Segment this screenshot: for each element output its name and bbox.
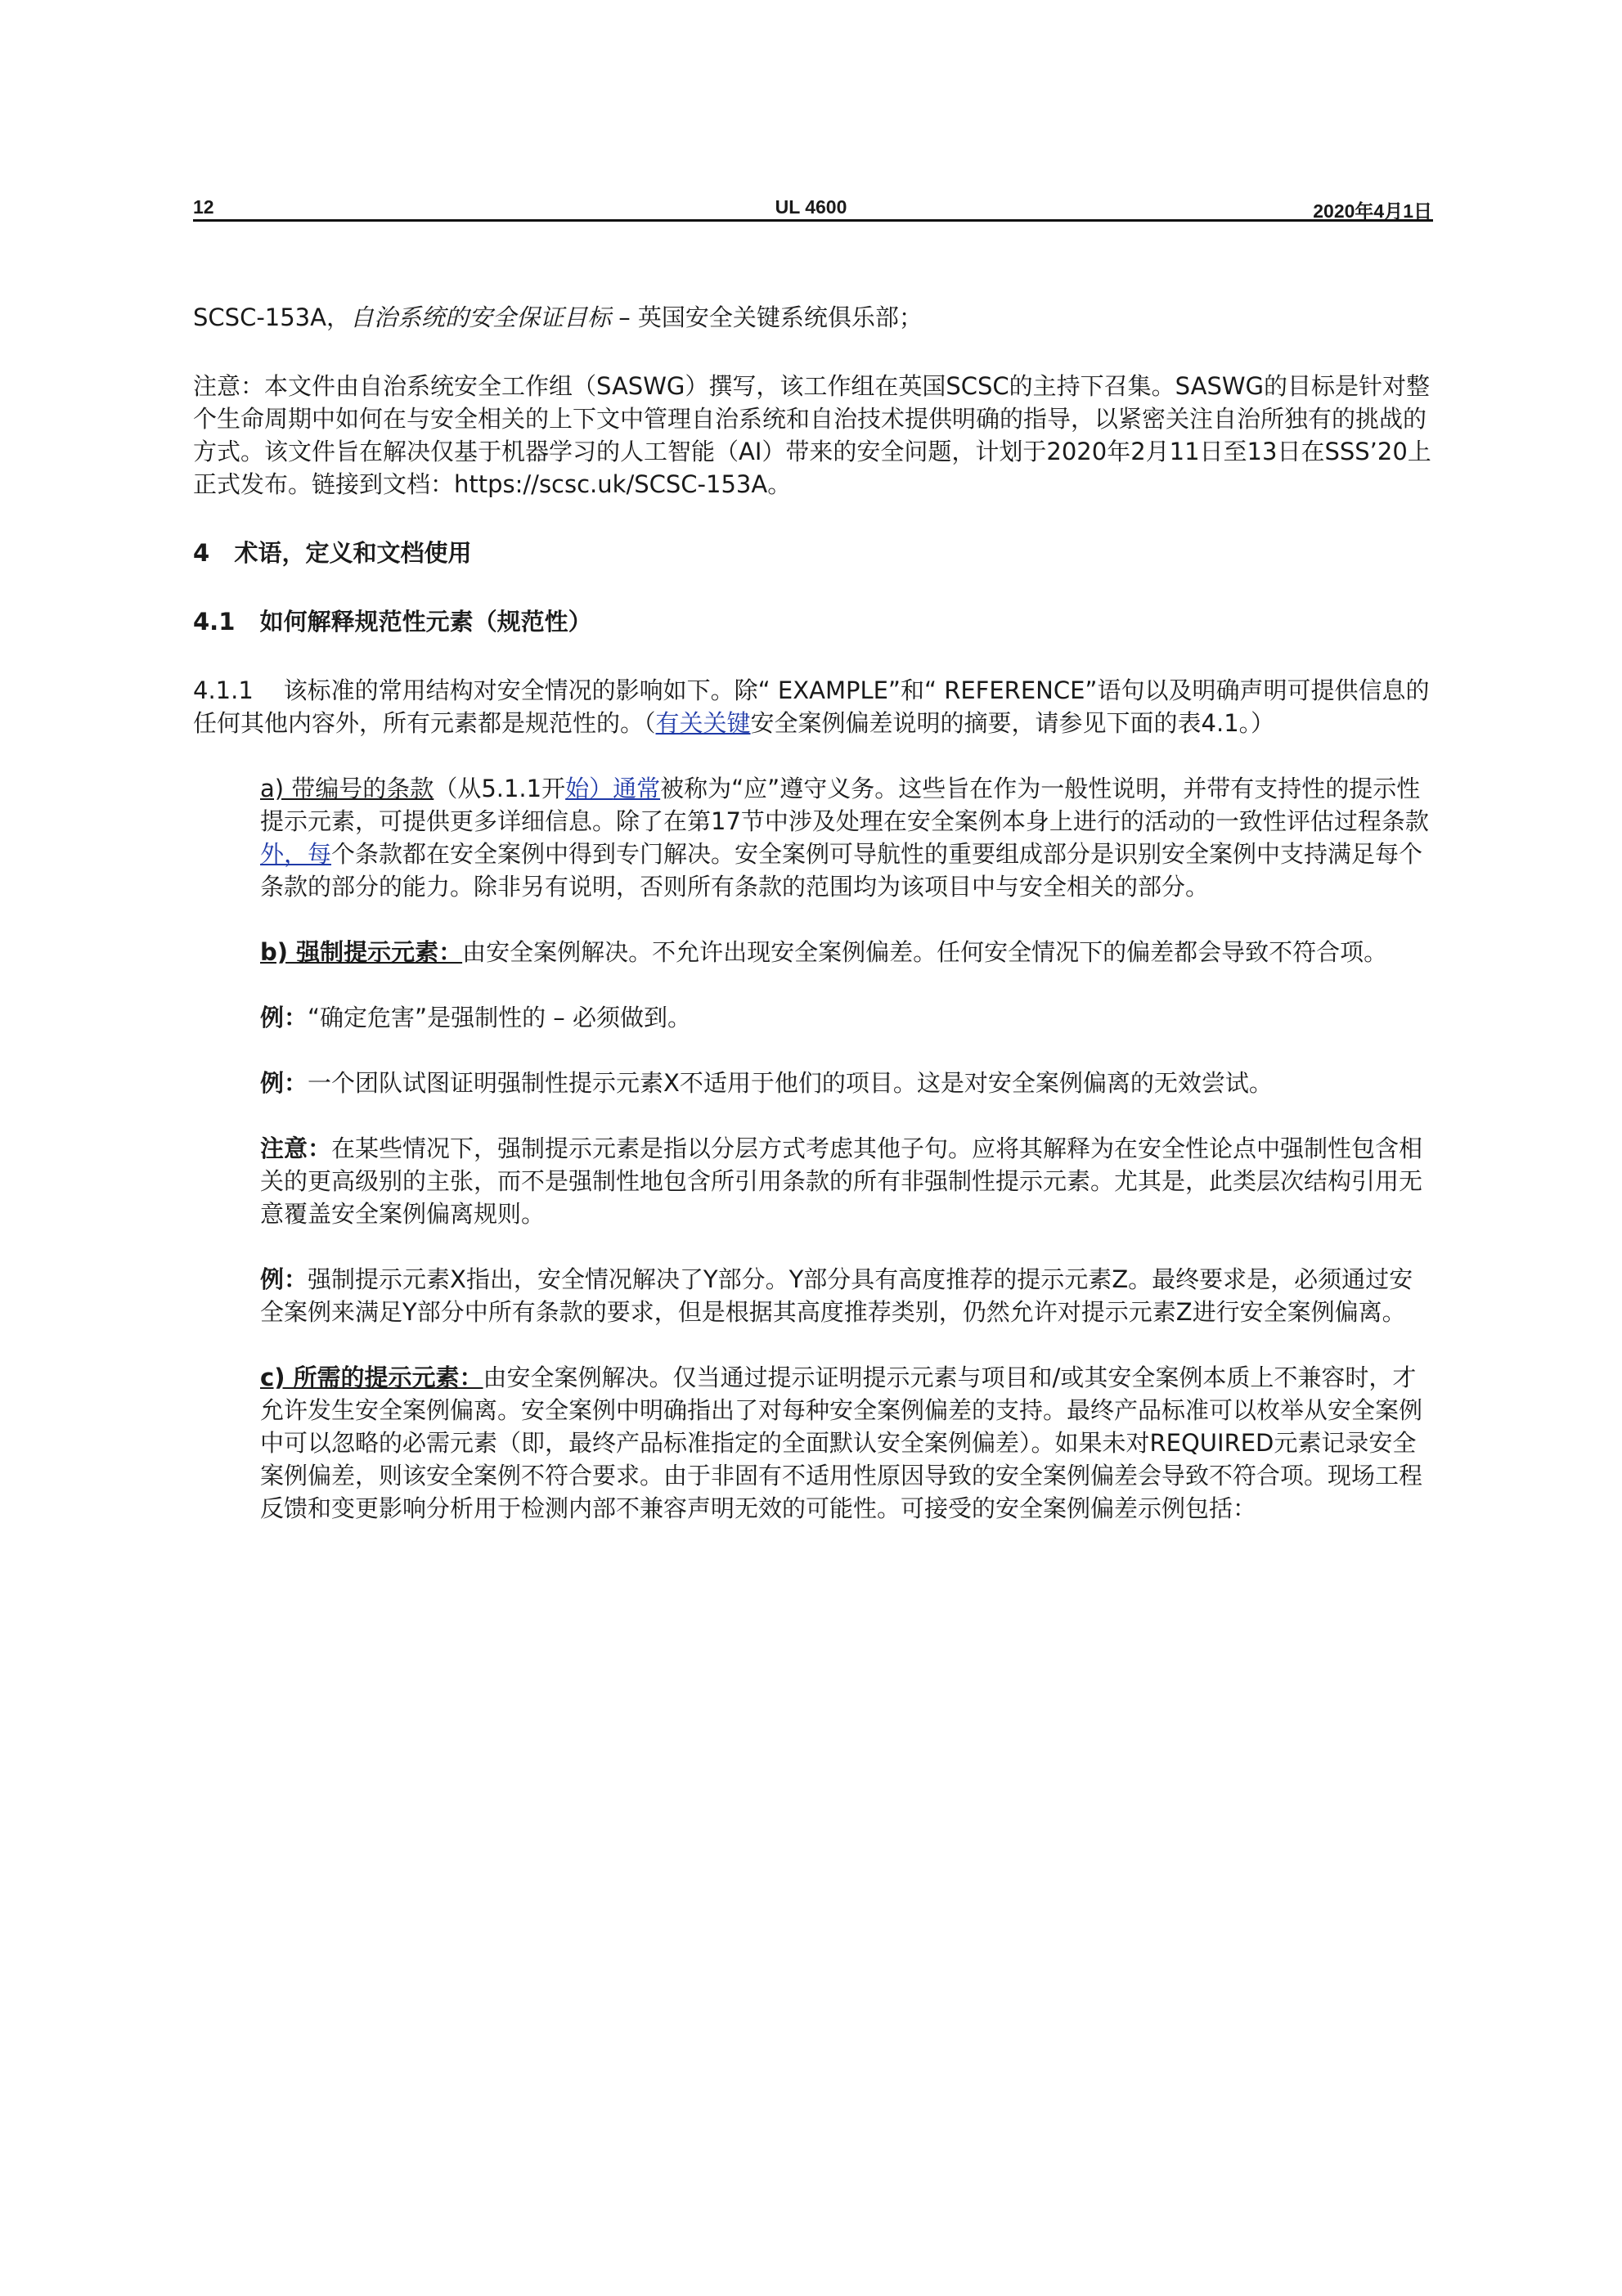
item-label: b) 强制提示元素：	[260, 938, 463, 966]
item-a	[260, 772, 1433, 903]
example-label: 例：	[260, 1069, 308, 1097]
item-c	[260, 1361, 1433, 1525]
clause-text-continued: 安全案例偏差说明的摘要，请参见下面的表4.1。）	[750, 709, 1275, 737]
section-title: 术语，定义和文档使用	[234, 539, 472, 567]
example-1	[260, 1001, 1433, 1034]
page-number: 12	[193, 196, 214, 218]
link[interactable]: 外，每	[260, 840, 332, 868]
item-b	[260, 936, 1433, 968]
example-3	[260, 1263, 1433, 1328]
link[interactable]: 始）	[565, 775, 613, 802]
table-link[interactable]: 有关关键	[655, 709, 751, 737]
item-text: 由安全案例解决。仅当通过提示证明提示元素与项目和/或其安全案例本质上不兼容时，才允许发生安全案例偏离。安全案例中明确指出了对每种安全案例偏差的支持。最终产品标准可以枚举从安全案例中可以忽略的必需元素（即，最终产品标准指定的全面默认安全案例偏差）。如果未对REQUIRED元素记录安全案例偏差，则该安全案例不符合要求。由于非固有不适用性原因导致的安全案例偏差会导致不符合项。现场工程反馈和变更影响分析用于检测内部不兼容声明无效的可能性。可接受的安全案例偏差示例包括：	[260, 1364, 1423, 1522]
reference-title: 自治系统的安全保证目标	[349, 303, 611, 331]
item-text: 个条款都在安全案例中得到专门解决。安全案例可导航性的重要组成部分是识别安全案例中支持满足每个条款的部分的能力。除非另有说明，否则所有条款的范围均为该项目中与安全相关的部分。	[260, 840, 1423, 901]
item-label: a) 带编号的条款	[260, 775, 434, 802]
document-date: 2020年4月1日	[1313, 200, 1432, 222]
note-paragraph: 注意：本文件由自治系统安全工作组（SASWG）撰写，该工作组在英国SCSC的主持下召集。SASWG的目标是针对整个生命周期中如何在与安全相关的上下文中管理自治系统和自治技术提供明确的指导，以紧密关注自治所独有的挑战的方式。该文件旨在解决仅基于机器学习的人工智能（AI）带来的安全问题，计划于2020年2月11日至13日在SSS’20上正式发布。链接到文档：https://scsc.uk/SCSC-153A。	[193, 372, 1431, 498]
link[interactable]: 通常	[613, 775, 661, 802]
example-label: 例：	[260, 1004, 308, 1031]
reference-code: SCSC-153A，	[193, 303, 350, 331]
section-title: 如何解释规范性元素（规范性）	[259, 608, 592, 636]
clause-4-1-1	[193, 674, 1433, 739]
document-body	[193, 301, 1433, 1525]
header-rule	[193, 219, 1433, 222]
item-text: 被称为“应”遵守义务。这些旨在作为一般性说明，并带有支持性的提示性提示元素，可提供更多详细信息。除了在第17节中涉及处理在安全案例本身上进行的活动的一致性评估过程条款	[260, 775, 1429, 835]
item-text: 由安全案例解决。不允许出现安全案例偏差。任何安全情况下的偏差都会导致不符合项。	[462, 938, 1388, 966]
note-label: 注意：	[260, 1135, 332, 1162]
note-2	[260, 1132, 1433, 1230]
clause-text: 该标准的常用结构对安全情况的影响如下。除“ EXAMPLE”和“ REFERENCE”语句以及明确声明可提供信息的任何其他内容外，所有元素都是规范性的。（	[193, 676, 1430, 737]
clause-number: 4.1.1	[193, 676, 254, 704]
reference-source: – 英国安全关键系统俱乐部；	[611, 303, 923, 331]
standard-name: UL 4600	[775, 196, 847, 218]
item-text: （从5.1.1开	[434, 775, 566, 802]
example-label: 例：	[260, 1265, 308, 1293]
section-number: 4.1	[193, 608, 236, 636]
reference-line	[193, 301, 1433, 334]
item-label: c) 所需的提示元素：	[260, 1364, 483, 1391]
example-text: 强制提示元素X指出，安全情况解决了Y部分。Y部分具有高度推荐的提示元素Z。最终要求是，必须通过安全案例来满足Y部分中所有条款的要求，但是根据其高度推荐类别，仍然允许对提示元素Z进行安全案例偏离。	[260, 1265, 1413, 1326]
example-2	[260, 1067, 1433, 1099]
section-number: 4	[193, 539, 210, 567]
example-text: 一个团队试图证明强制性提示元素X不适用于他们的项目。这是对安全案例偏离的无效尝试。	[308, 1069, 1273, 1097]
section-4-heading	[193, 537, 1433, 569]
example-text: “确定危害”是强制性的 – 必须做到。	[308, 1004, 692, 1031]
note-text: 在某些情况下，强制提示元素是指以分层方式考虑其他子句。应将其解释为在安全性论点中强制性包含相关的更高级别的主张，而不是强制性地包含所引用条款的所有非强制性提示元素。尤其是，此类层次结构引用无意覆盖安全案例偏离规则。	[260, 1135, 1423, 1228]
section-4-1-heading	[193, 605, 1433, 638]
